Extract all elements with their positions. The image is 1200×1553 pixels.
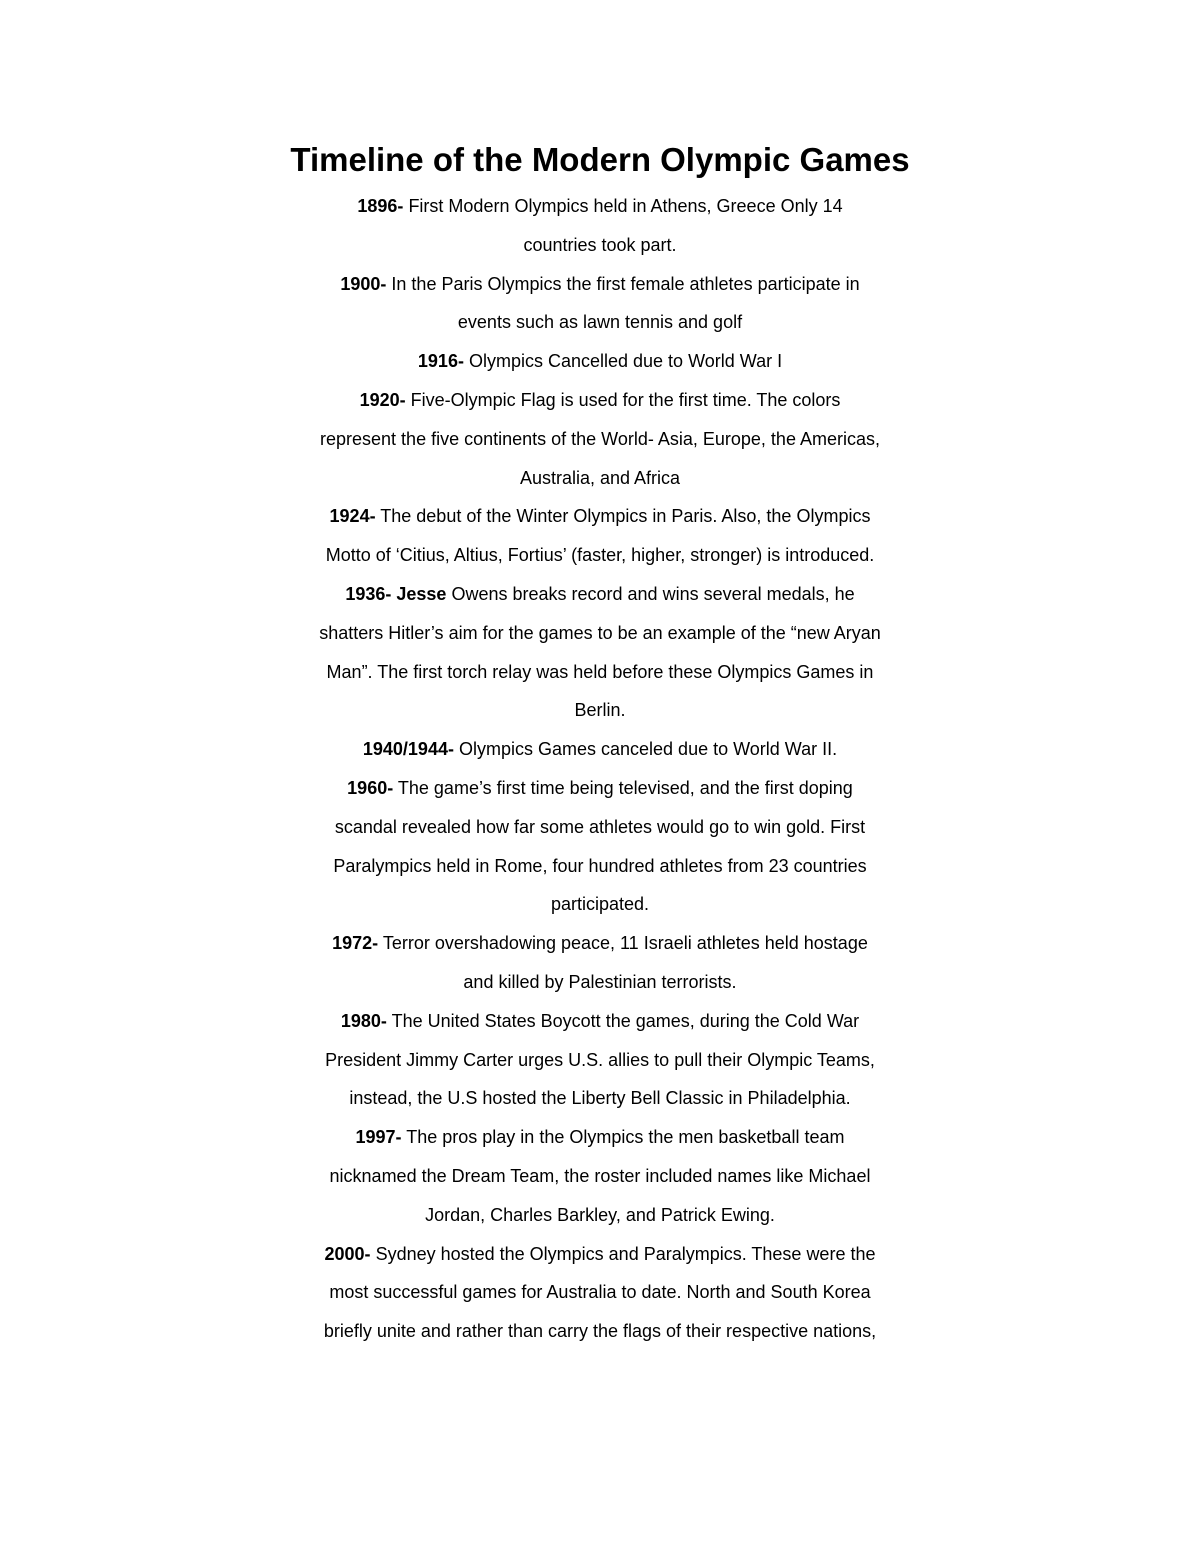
entry-text: In the Paris Olympics the first female athletes participate in [391,273,860,294]
entry-text: Berlin. [574,700,626,721]
entry-text: Man”. The first torch relay was held before these Olympics Games in [326,661,874,682]
entry-text: Olympics Games canceled due to World War II. [458,739,838,760]
entry-line [0,575,1200,614]
entry-line [0,459,1200,498]
entry-year: 1900- [340,273,387,294]
entry-text: represent the five continents of the World- Asia, Europe, the Americas, [320,428,880,449]
entry-line [0,497,1200,536]
entry-text: The pros play in the Olympics the men basketball team [406,1127,845,1148]
entry-text: The United States Boycott the games, during the Cold War [391,1010,860,1031]
entry-text: participated. [550,894,650,915]
entry-text: countries took part. [523,234,677,255]
entry-text: Owens breaks record and wins several medals, he [451,583,855,604]
timeline-entry [0,265,1200,343]
entry-line [0,536,1200,575]
entry-line [0,381,1200,420]
entry-text: The debut of the Winter Olympics in Paris. Also, the Olympics [380,506,871,527]
entry-text: events such as lawn tennis and golf [457,312,743,333]
timeline-entry [0,924,1200,1002]
entry-text: scandal revealed how far some athletes would go to win gold. First [334,816,866,837]
entry-bold-word: Jesse [396,583,447,604]
timeline-entries [0,187,1200,1351]
timeline-entry [0,1118,1200,1234]
entry-year: 1960- [347,777,394,798]
timeline-entry [0,1235,1200,1351]
entry-line [0,924,1200,963]
timeline-entry [0,1002,1200,1118]
entry-text: Five-Olympic Flag is used for the first time. The colors [410,389,841,410]
entry-line [0,265,1200,304]
entry-line [0,691,1200,730]
entry-year: 1924- [329,506,376,527]
entry-year: 1997- [355,1127,402,1148]
entry-line [0,1273,1200,1312]
entry-line [0,808,1200,847]
entry-text: Olympics Cancelled due to World War I [468,351,783,372]
entry-text: First Modern Olympics held in Athens, Greece Only 14 [408,196,843,216]
entry-year: 1940/1944- [362,739,454,760]
entry-line [0,1041,1200,1080]
entry-line [0,187,1200,226]
timeline-entry [0,187,1200,265]
entry-year: 1980- [340,1010,387,1031]
entry-line [0,1002,1200,1041]
timeline-entry [0,575,1200,730]
entry-line [0,1157,1200,1196]
entry-text: The game’s first time being televised, and the first doping [397,777,853,798]
document-title: Timeline of the Modern Olympic Games [290,141,910,178]
entry-line [0,1196,1200,1235]
entry-line [0,342,1200,381]
entry-text: nicknamed the Dream Team, the roster included names like Michael [329,1165,871,1186]
entry-text: President Jimmy Carter urges U.S. allies to pull their Olympic Teams, [325,1049,875,1070]
entry-year: 1972- [332,933,379,954]
entry-line [0,420,1200,459]
entry-line [0,1079,1200,1118]
entry-text: Motto of ‘Citius, Altius, Fortius’ (faster, higher, stronger) is introduced. [325,545,875,566]
entry-year: 1896- [357,196,404,216]
entry-text: shatters Hitler’s aim for the games to be an example of the “new Aryan [319,622,881,643]
entry-text: Sydney hosted the Olympics and Paralympics. These were the [375,1243,876,1264]
entry-line [0,847,1200,886]
entry-text: instead, the U.S hosted the Liberty Bell Classic in Philadelphia. [349,1088,851,1109]
timeline-entry [0,381,1200,497]
entry-line [0,1235,1200,1274]
entry-text: Paralympics held in Rome, four hundred athletes from 23 countries [333,855,867,876]
entry-year: 1936- [345,583,392,604]
entry-line [0,226,1200,265]
entry-line [0,1312,1200,1351]
timeline-entry [0,730,1200,769]
entry-line [0,1118,1200,1157]
timeline-entry [0,769,1200,924]
entry-line [0,303,1200,342]
entry-text: Jordan, Charles Barkley, and Patrick Ewing. [425,1204,775,1225]
entry-text: Australia, and Africa [519,467,681,488]
entry-line [0,614,1200,653]
entry-text: and killed by Palestinian terrorists. [463,971,737,992]
entry-text: most successful games for Australia to date. North and South Korea [329,1282,871,1303]
entry-text: briefly unite and rather than carry the flags of their respective nations, [323,1321,877,1342]
entry-line [0,653,1200,692]
entry-year: 1916- [417,351,464,372]
entry-year: 1920- [359,389,406,410]
entry-line [0,885,1200,924]
entry-text: Terror overshadowing peace, 11 Israeli athletes held hostage [382,933,868,954]
entry-line [0,769,1200,808]
timeline-entry [0,342,1200,381]
entry-year: 2000- [324,1243,371,1264]
entry-line [0,730,1200,769]
entry-line [0,963,1200,1002]
timeline-entry [0,497,1200,575]
